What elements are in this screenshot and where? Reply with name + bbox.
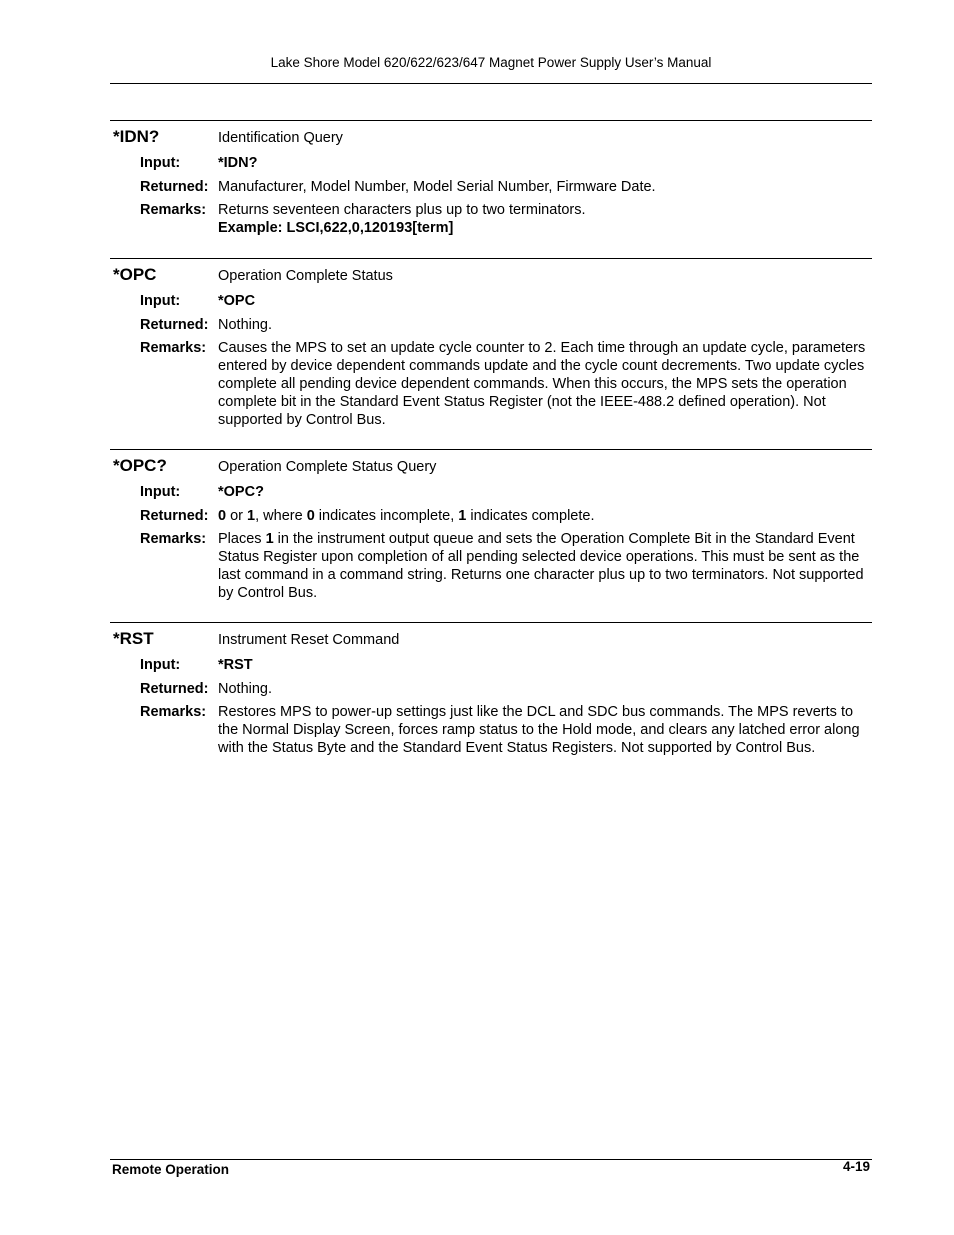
example-text: Example: LSCI,622,0,120193[term] <box>218 220 454 236</box>
command-title: Operation Complete Status Query <box>218 459 437 475</box>
command-name: *IDN? <box>113 127 160 146</box>
input-label: Input: <box>140 155 181 171</box>
input-label: Input: <box>140 484 181 500</box>
command-title: Operation Complete Status <box>218 268 393 284</box>
remarks-label: Remarks: <box>140 202 207 218</box>
input-value: *IDN? <box>218 155 258 171</box>
remarks-label: Remarks: <box>140 340 207 356</box>
returned-value: Nothing. <box>218 316 273 333</box>
returned-label: Returned: <box>140 316 209 333</box>
command-title: Identification Query <box>218 130 343 146</box>
input-value: *OPC? <box>218 484 264 500</box>
input-value: *OPC <box>218 293 256 309</box>
command-block-idn <box>110 120 872 243</box>
remarks-text: Restores MPS to power-up settings just like the DCL and SDC bus commands. The MPS reverts to the Normal Display Screen, forces ramp status to the Hold mode, and clears any latched error along with the Status Byte and the Standard Event Status Registers. Not supported by Control Bus. <box>218 704 860 756</box>
remarks-text: Places 1 in the instrument output queue and sets the Operation Complete Bit in the Standard Event Status Register upon completion of all pending selected device operations. This must be sent as the last command in a command string. Returns one character plus up to two terminators. Not supported by Control Bus. <box>218 531 864 601</box>
remarks-label: Remarks: <box>140 704 207 720</box>
input-label: Input: <box>140 293 181 309</box>
command-name: *OPC <box>113 265 157 284</box>
returned-label: Returned: <box>140 680 209 697</box>
command-title: Instrument Reset Command <box>218 632 400 648</box>
remarks-text: Returns seventeen characters plus up to two terminators. <box>218 202 586 218</box>
input-label: Input: <box>140 657 181 673</box>
footer-divider <box>110 1159 872 1160</box>
returned-value: 0 or 1, where 0 indicates incomplete, 1 indicates complete. <box>218 507 595 524</box>
command-block-rst <box>110 622 872 763</box>
remarks-label: Remarks: <box>140 531 207 547</box>
input-value: *RST <box>218 657 253 673</box>
command-name: *RST <box>113 629 154 648</box>
returned-label: Returned: <box>140 178 209 195</box>
footer-section: Remote Operation <box>112 1162 230 1177</box>
remarks-text: Causes the MPS to set an update cycle counter to 2. Each time through an update cycle, parameters entered by device dependent commands update and the cycle count decrements. Two update cycles complete all pending device dependent commands. When this occurs, the MPS sets the operation complete bit in the Standard Event Status Register (not the IEEE-488.2 defined operation). Not supported by Control Bus. <box>218 340 866 428</box>
returned-label: Returned: <box>140 507 209 524</box>
header-divider <box>110 83 872 84</box>
page-number: 4-19 <box>842 1159 870 1174</box>
returned-value: Manufacturer, Model Number, Model Serial Number, Firmware Date. <box>218 178 656 195</box>
command-block-opc-query <box>110 449 872 608</box>
command-name: *OPC? <box>113 456 167 475</box>
page-header: Lake Shore Model 620/622/623/647 Magnet Power Supply User’s Manual <box>270 55 712 70</box>
returned-value: Nothing. <box>218 680 273 697</box>
command-block-opc <box>110 258 872 435</box>
